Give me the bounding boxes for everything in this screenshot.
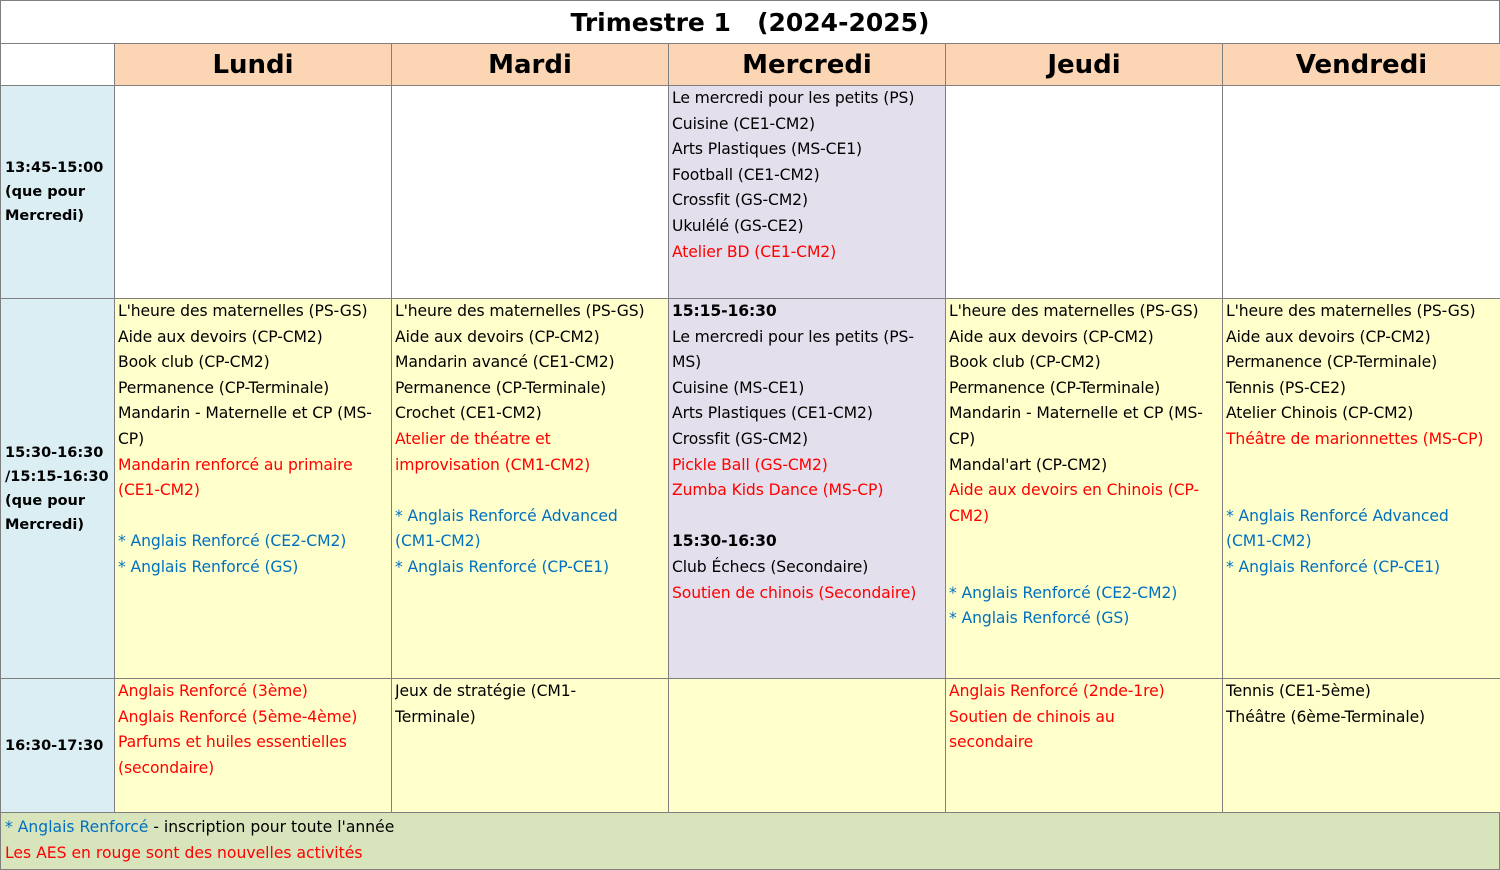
legend-new-activities: Les AES en rouge sont des nouvelles activités: [5, 843, 363, 862]
activity-item: (CE1-CM2): [118, 481, 200, 500]
activity-item: Cuisine (CE1-CM2): [672, 114, 816, 133]
activity-item: Atelier de théatre et: [395, 429, 551, 448]
activity-item: Zumba Kids Dance (MS-CP): [672, 481, 884, 500]
slot3-mardi: [392, 679, 669, 813]
time-slot-line: /15:15-16:30: [5, 468, 109, 485]
activity-item: Crochet (CE1-CM2): [395, 404, 542, 423]
slot3-lundi: [115, 679, 392, 813]
time-slot-line: (que pour: [5, 184, 86, 200]
slot1-lundi: [115, 86, 392, 299]
slot2-vendredi: [1223, 299, 1500, 679]
activity-item: Soutien de chinois (Secondaire): [672, 583, 917, 602]
activity-item: Book club (CP-CM2): [949, 353, 1101, 372]
slot3-mercredi: [669, 679, 946, 813]
sub-time-label: 15:15-16:30: [672, 302, 777, 320]
activity-item: Atelier Chinois (CP-CM2): [1226, 404, 1414, 423]
activity-item: * Anglais Renforcé (GS): [949, 609, 1130, 628]
activity-item: Permanence (CP-Terminale): [949, 378, 1161, 397]
activity-item: * Anglais Renforcé (CP-CE1): [395, 557, 610, 576]
legend-footer: [0, 812, 1500, 870]
activity-item: Permanence (CP-Terminale): [118, 378, 330, 397]
activity-item: Parfums et huiles essentielles: [118, 733, 347, 752]
activity-item: Mandarin avancé (CE1-CM2): [395, 353, 615, 372]
activity-item: Cuisine (MS-CE1): [672, 378, 805, 397]
activity-item: Mandarin - Maternelle et CP (MS-: [118, 404, 372, 423]
schedule-table: [0, 43, 1500, 813]
slot1-mardi: [392, 86, 669, 299]
legend-anglais-label: * Anglais Renforcé: [5, 818, 149, 836]
activity-item: Book club (CP-CM2): [118, 353, 270, 372]
activity-item: Crossfit (GS-CM2): [672, 429, 808, 448]
day-header-jeudi: Jeudi: [946, 44, 1223, 86]
activity-item: Aide aux devoirs (CP-CM2): [118, 327, 323, 346]
activity-item: * Anglais Renforcé (CP-CE1): [1226, 557, 1441, 576]
time-slot-line: Mercredi): [5, 516, 84, 533]
activity-item: (secondaire): [118, 758, 215, 777]
activity-item: Le mercredi pour les petits (PS): [672, 89, 915, 107]
spacer: [118, 504, 388, 530]
activity-item: Pickle Ball (GS-CM2): [672, 455, 828, 474]
activity-item: L'heure des maternelles (PS-GS): [118, 302, 368, 320]
activity-item: L'heure des maternelles (PS-GS): [949, 302, 1199, 320]
activity-item: Club Échecs (Secondaire): [672, 557, 869, 576]
activity-item: Arts Plastiques (MS-CE1): [672, 140, 863, 159]
slot3-vendredi: [1223, 679, 1500, 813]
time-slot-1: [1, 86, 115, 299]
activity-item: Théâtre de marionnettes (MS-CP): [1226, 429, 1484, 448]
activity-item: Aide aux devoirs (CP-CM2): [395, 327, 600, 346]
corner-cell: [1, 44, 115, 86]
spacer: [949, 529, 1219, 555]
slot2-mardi: [392, 299, 669, 679]
activity-item: * Anglais Renforcé (GS): [118, 557, 299, 576]
activity-item: Anglais Renforcé (3ème): [118, 682, 308, 700]
activity-item: Anglais Renforcé (2nde-1re): [949, 682, 1165, 700]
slot1-vendredi: [1223, 86, 1500, 299]
time-slot-2: [1, 299, 115, 679]
activity-item: Football (CE1-CM2): [672, 165, 820, 184]
slot2-lundi: [115, 299, 392, 679]
spacer: [395, 478, 665, 504]
legend-anglais-note: - inscription pour toute l'année: [148, 818, 395, 836]
activity-item: Le mercredi pour les petits (PS-: [672, 327, 914, 346]
activity-item: Anglais Renforcé (5ème-4ème): [118, 707, 358, 726]
activity-item: Terminale): [395, 707, 476, 726]
activity-item: CM2): [949, 506, 989, 525]
activity-item: Aide aux devoirs en Chinois (CP-: [949, 481, 1199, 500]
activity-item: Jeux de stratégie (CM1-: [395, 682, 577, 700]
spacer: [949, 555, 1219, 581]
activity-item: Mandal'art (CP-CM2): [949, 455, 1108, 474]
slot3-jeudi: [946, 679, 1223, 813]
sub-time-label: 15:30-16:30: [672, 532, 777, 551]
activity-item: L'heure des maternelles (PS-GS): [395, 302, 645, 320]
activity-item: Permanence (CP-Terminale): [1226, 353, 1438, 372]
activity-item: Aide aux devoirs (CP-CM2): [1226, 327, 1431, 346]
activity-item: Théâtre (6ème-Terminale): [1226, 707, 1426, 726]
day-header-vendredi: Vendredi: [1223, 44, 1500, 86]
activity-item: CP): [949, 429, 976, 448]
activity-item: Mandarin - Maternelle et CP (MS-: [949, 404, 1203, 423]
activity-item: (CM1-CM2): [1226, 532, 1312, 551]
activity-item: Tennis (PS-CE2): [1226, 378, 1346, 397]
time-slot-line: 16:30-17:30: [5, 737, 104, 754]
sheet-title: Trimestre 1 (2024-2025): [0, 0, 1500, 43]
spacer: [672, 504, 942, 530]
activity-item: * Anglais Renforcé (CE2-CM2): [949, 583, 1178, 602]
activity-item: Crossfit (GS-CM2): [672, 191, 808, 210]
activity-item: * Anglais Renforcé (CE2-CM2): [118, 532, 347, 551]
activity-item: Atelier BD (CE1-CM2): [672, 242, 837, 261]
day-header-mercredi: Mercredi: [669, 44, 946, 86]
activity-item: Arts Plastiques (CE1-CM2): [672, 404, 873, 423]
activity-item: Tennis (CE1-5ème): [1226, 682, 1371, 700]
activity-item: Soutien de chinois au: [949, 707, 1115, 726]
activity-item: * Anglais Renforcé Advanced: [395, 506, 618, 525]
time-slot-line: (que pour: [5, 492, 86, 509]
activity-item: Permanence (CP-Terminale): [395, 378, 607, 397]
time-slot-3: [1, 679, 115, 813]
spacer: [1226, 478, 1497, 504]
legend-anglais-line: [5, 815, 1495, 841]
activity-item: improvisation (CM1-CM2): [395, 455, 591, 474]
activity-item: (CM1-CM2): [395, 532, 481, 551]
slot2-jeudi: [946, 299, 1223, 679]
day-header-lundi: Lundi: [115, 44, 392, 86]
day-header-row: [1, 44, 1500, 86]
activity-item: Aide aux devoirs (CP-CM2): [949, 327, 1154, 346]
slot2-mercredi: [669, 299, 946, 679]
activity-item: CP): [118, 429, 145, 448]
time-row-1: [1, 86, 1500, 299]
activity-item: Ukulélé (GS-CE2): [672, 216, 804, 235]
time-row-2: [1, 299, 1500, 679]
activity-item: L'heure des maternelles (PS-GS): [1226, 302, 1476, 320]
time-slot-line: 13:45-15:00: [5, 160, 104, 176]
time-slot-line: Mercredi): [5, 208, 84, 224]
time-row-3: [1, 679, 1500, 813]
spacer: [1226, 453, 1497, 479]
activity-item: * Anglais Renforcé Advanced: [1226, 506, 1449, 525]
time-slot-line: 15:30-16:30: [5, 444, 104, 461]
day-header-mardi: Mardi: [392, 44, 669, 86]
slot1-mercredi: [669, 86, 946, 299]
activity-item: secondaire: [949, 733, 1034, 752]
activity-item: MS): [672, 353, 702, 372]
activity-item: Mandarin renforcé au primaire: [118, 455, 353, 474]
slot1-jeudi: [946, 86, 1223, 299]
